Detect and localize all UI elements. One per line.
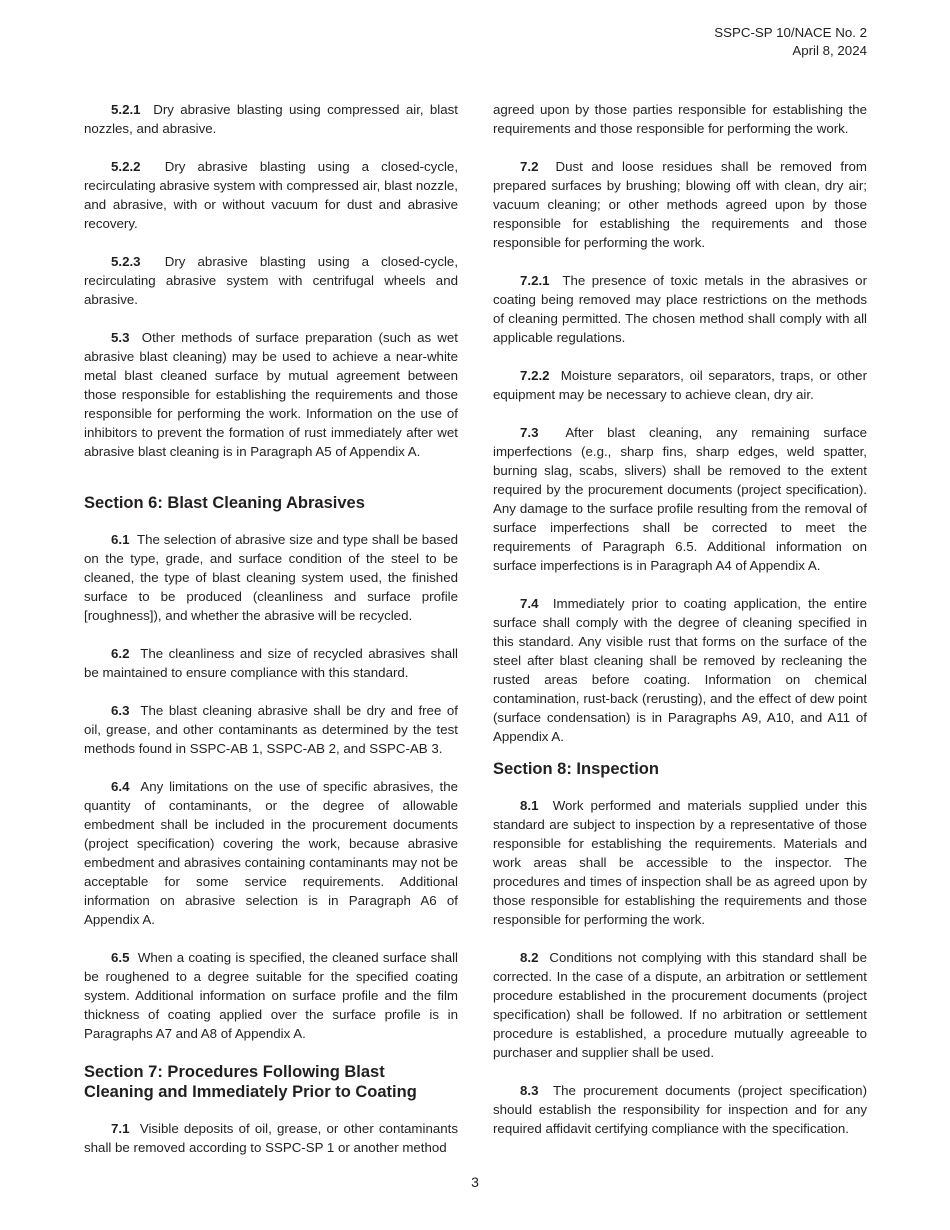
paragraph-6-4	[84, 777, 458, 929]
paragraph-text: Any limitations on the use of specific abrasives, the quantity of contaminants, or the degree of allowable embedment shall be included in the procurement documents (project specification) covering the work, because abrasive embedment and abrasives containing contaminants may not be acceptable for some service requirements. Additional information on abrasive selection is in Paragraph A6 of Appendix A.	[84, 779, 459, 927]
paragraph-text: Moisture separators, oil separators, traps, or other equipment may be necessary to achieve clean, dry air.	[493, 368, 867, 402]
paragraph-number: 6.1	[111, 532, 130, 547]
paragraph-number: 5.2.1	[111, 102, 141, 117]
paragraph-7-1	[84, 1119, 458, 1157]
paragraph-7-3	[493, 423, 867, 575]
paragraph-text: Visible deposits of oil, grease, or other contaminants shall be removed according to SSPC-SP 1 or another method	[84, 1121, 458, 1155]
paragraph-number: 6.2	[111, 646, 130, 661]
paragraph-text: Other methods of surface preparation (such as wet abrasive blast cleaning) may be used to achieve a near-white metal blast cleaned surface by mutual agreement between those responsible for establishing the requirements and those responsible for performing the work. Information on the use of inhibitors to prevent the formation of rust immediately after wet abrasive blast cleaning is in Paragraph A5 of Appendix A.	[84, 330, 458, 459]
paragraph-text: Dry abrasive blasting using a closed-cycle, recirculating abrasive system with centrifugal wheels and abrasive.	[84, 254, 459, 307]
paragraph-number: 6.3	[111, 703, 130, 718]
paragraph-number: 6.5	[111, 950, 130, 965]
paragraph-7-2-2	[493, 366, 867, 404]
paragraph-text: Dry abrasive blasting using a closed-cycle, recirculating abrasive system with compressed air, blast nozzle, and abrasive, with or without vacuum for dust and abrasive recovery.	[84, 159, 459, 231]
paragraph-7-2	[493, 157, 867, 252]
paragraph-6-2	[84, 644, 458, 682]
paragraph-text: The selection of abrasive size and type shall be based on the type, grade, and surface condition of the steel to be cleaned, the type of blast cleaning system used, the finished surface to be produced (cleanliness and surface profile [roughness]), and whether the abrasive will be recycled.	[84, 532, 458, 623]
publication-date: April 8, 2024	[792, 43, 867, 58]
paragraph-number: 7.1	[111, 1121, 130, 1136]
paragraph-number: 7.2.2	[520, 368, 550, 383]
paragraph-text: Immediately prior to coating application, the entire surface shall comply with the degree of cleaning specified in this standard. Any visible rust that forms on the surface of the steel after blast cleaning shall be removed by recleaning the rusted areas before coating. Information on chemical contamination, rust-back (rerusting), and the effect of dew point (surface condensation) is in Paragraphs A9, A10, and A11 of Appendix A.	[493, 596, 867, 744]
paragraph-number: 8.3	[520, 1083, 539, 1098]
paragraph-8-1	[493, 796, 867, 929]
paragraph-number: 8.2	[520, 950, 539, 965]
paragraph-number: 7.2	[520, 159, 539, 174]
paragraph-number: 7.4	[520, 596, 539, 611]
paragraph-5-3	[84, 328, 458, 461]
paragraph-8-2	[493, 948, 867, 1062]
paragraph-text: Dust and loose residues shall be removed from prepared surfaces by brushing; blowing off with clean, dry air; vacuum cleaning; or other methods agreed upon by those responsible for establishing the requirements and those responsible for performing the work.	[493, 159, 867, 250]
paragraph-text: After blast cleaning, any remaining surface imperfections (e.g., sharp fins, sharp edges, weld spatter, burning slag, scabs, slivers) shall be removed to the extent required by the procurement documents (project specification). Any damage to the surface profile resulting from the removal of surface imperfections shall be corrected to meet the requirements of Paragraph 6.5. Additional information on surface imperfections is in Paragraph A4 of Appendix A.	[493, 425, 867, 573]
standard-id: SSPC-SP 10/NACE No. 2	[714, 25, 867, 40]
paragraph-number: 7.3	[520, 425, 539, 440]
page-header	[714, 24, 867, 60]
paragraph-7-2-1	[493, 271, 867, 347]
paragraph-text: The procurement documents (project specification) should establish the responsibility for inspection and for any required affidavit certifying compliance with the specification.	[493, 1083, 867, 1136]
paragraph-7-4	[493, 594, 867, 746]
paragraph-5-2-2	[84, 157, 458, 233]
paragraph-text: Conditions not complying with this standard shall be corrected. In the case of a dispute, an arbitration or settlement procedure established in the procurement documents (project specification) shall be followed. If no arbitration or settlement procedure is established, a procedure mutually agreeable to purchaser and supplier shall be used.	[493, 950, 868, 1060]
paragraph-number: 5.3	[111, 330, 130, 345]
paragraph-8-3	[493, 1081, 867, 1138]
paragraph-text: The cleanliness and size of recycled abrasives shall be maintained to ensure compliance with this standard.	[84, 646, 458, 680]
paragraph-number: 8.1	[520, 798, 539, 813]
paragraph-number: 5.2.3	[111, 254, 141, 269]
paragraph-6-1	[84, 530, 458, 625]
right-column	[493, 100, 867, 1157]
paragraph-5-2-3	[84, 252, 458, 309]
paragraph-text: When a coating is specified, the cleaned surface shall be roughened to a degree suitable for the specified coating system. Additional information on surface profile and the film thickness of coating applied over the surface profile is in Paragraphs A7 and A8 of Appendix A.	[84, 950, 458, 1041]
paragraph-5-2-1	[84, 100, 458, 138]
paragraph-text: Dry abrasive blasting using compressed air, blast nozzles, and abrasive.	[84, 102, 458, 136]
paragraph-7-1-continued: agreed upon by those parties responsible for establishing the requirements and those responsible for performing the work.	[493, 102, 867, 136]
paragraph-text: The blast cleaning abrasive shall be dry and free of oil, grease, and other contaminants as determined by the test methods found in SSPC-AB 1, SSPC-AB 2, and SSPC-AB 3.	[84, 703, 458, 756]
paragraph-number: 5.2.2	[111, 159, 141, 174]
section-7-heading: Section 7: Procedures Following Blast Cleaning and Immediately Prior to Coating	[84, 1063, 417, 1101]
paragraph-number: 7.2.1	[520, 273, 550, 288]
paragraph-6-3	[84, 701, 458, 758]
paragraph-number: 6.4	[111, 779, 130, 794]
paragraph-6-5	[84, 948, 458, 1043]
paragraph-text: Work performed and materials supplied under this standard are subject to inspection by a representative of those responsible for establishing the requirements. Materials and work areas shall be accessible to the inspector. The procedures and times of inspection shall be as agreed upon by those responsible for establishing the requirements and those responsible for performing the work.	[493, 798, 867, 927]
section-6-heading: Section 6: Blast Cleaning Abrasives	[84, 494, 365, 512]
page-number: 3	[471, 1174, 479, 1190]
section-8-heading: Section 8: Inspection	[493, 760, 659, 778]
left-column	[84, 100, 458, 1176]
paragraph-text: The presence of toxic metals in the abrasives or coating being removed may place restrictions on the methods of cleaning permitted. The chosen method shall comply with all applicable regulations.	[493, 273, 868, 345]
